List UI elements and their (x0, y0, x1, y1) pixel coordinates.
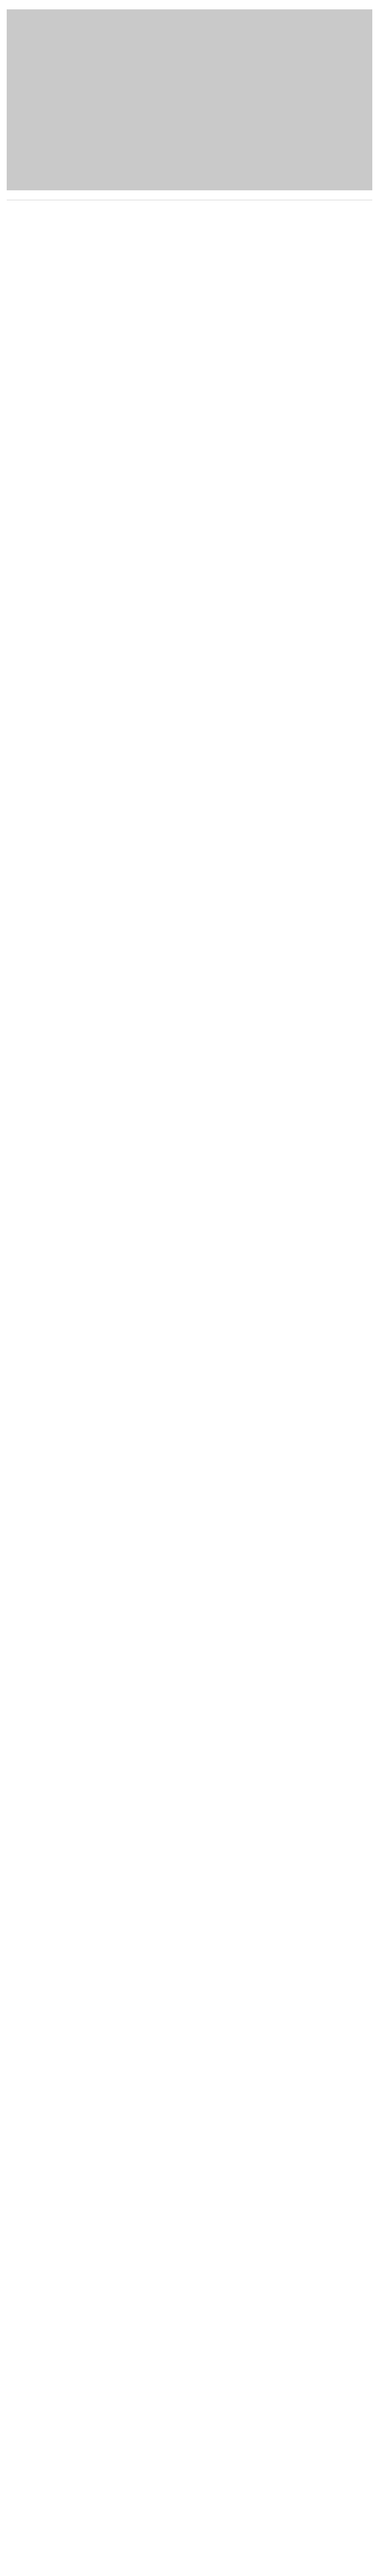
article-page (0, 9, 379, 210)
article-photo (7, 9, 372, 190)
tags-bar (7, 200, 372, 210)
